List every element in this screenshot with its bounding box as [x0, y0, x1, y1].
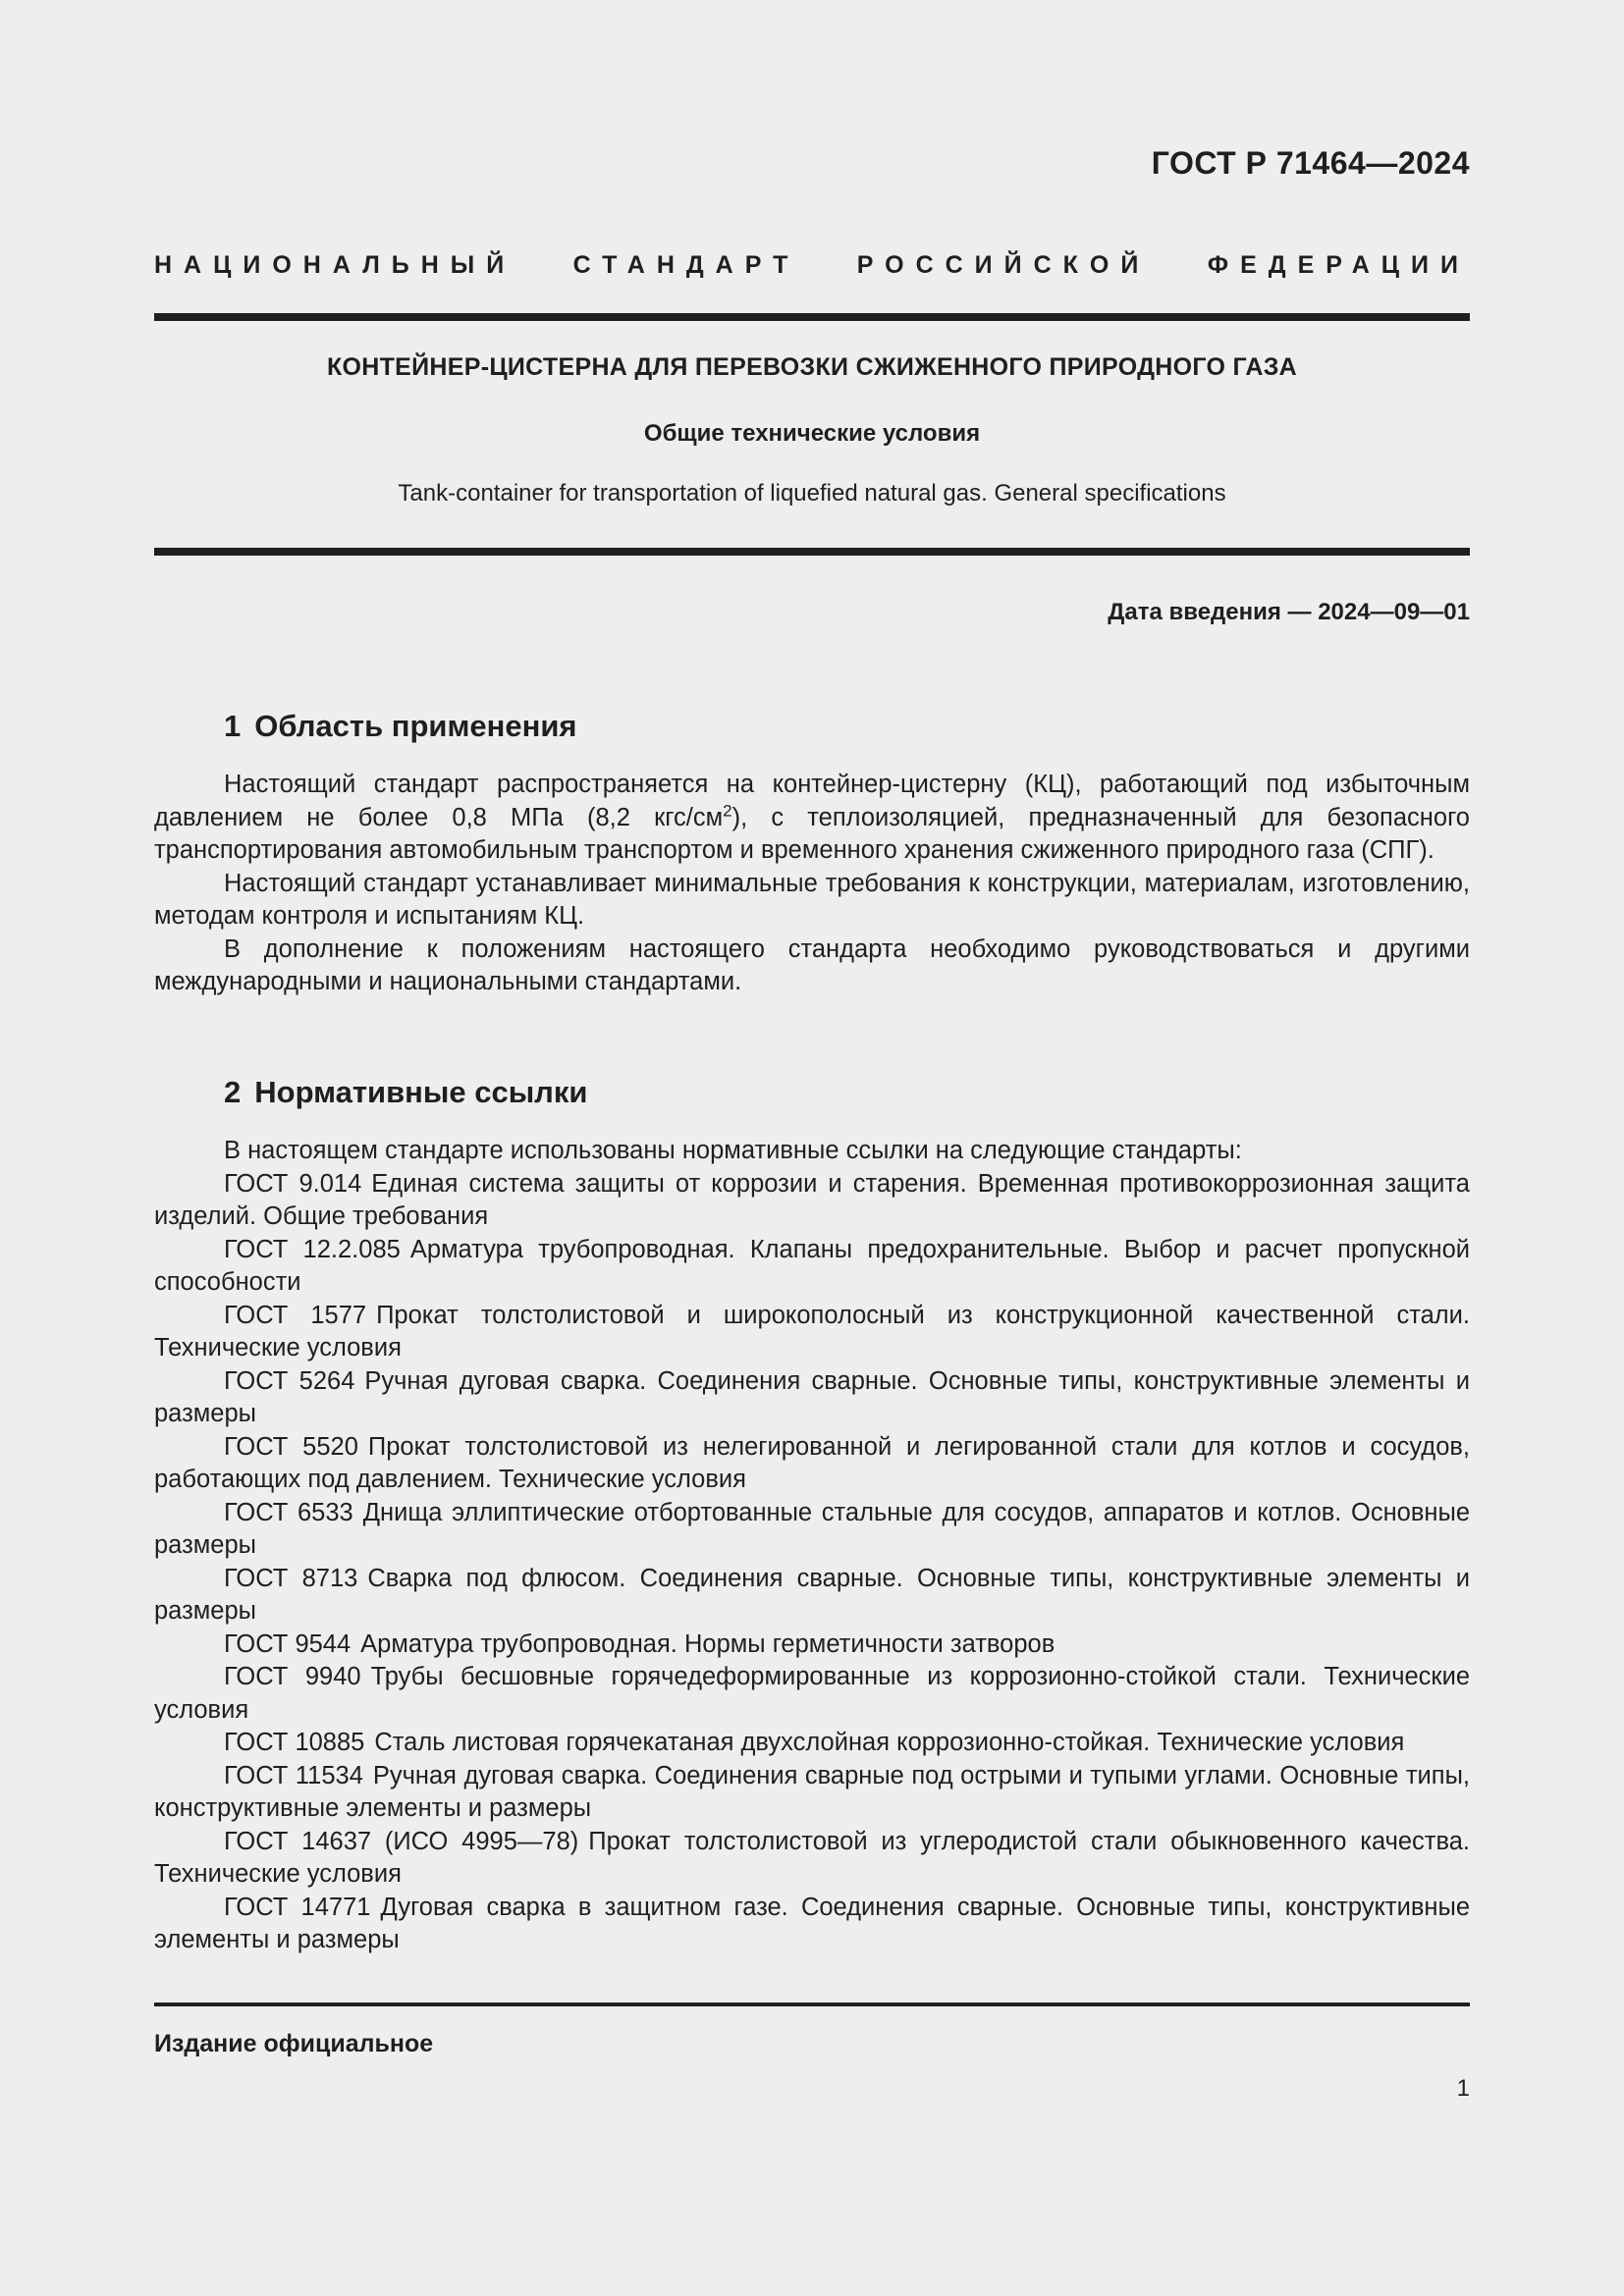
reference-item — [154, 1629, 1470, 1662]
section-1-title: Область применения — [254, 709, 577, 743]
reference-item — [154, 1563, 1470, 1629]
reference-item — [154, 1300, 1470, 1365]
reference-item — [154, 1497, 1470, 1563]
divider-title-bottom — [154, 548, 1470, 556]
national-standard-label: НАЦИОНАЛЬНЫЙ СТАНДАРТ РОССИЙСКОЙ ФЕДЕРАЦИИ — [154, 251, 1470, 279]
reference-title: Днища эллиптические отбортованные стальные для сосудов, аппаратов и котлов. Основные размеры — [154, 1498, 1471, 1559]
section-2-number: 2 — [224, 1075, 242, 1109]
reference-title: Ручная дуговая сварка. Соединения сварные под острыми и тупыми углами. Основные типы, конструктивные элементы и размеры — [154, 1761, 1470, 1822]
reference-title: Дуговая сварка в защитном газе. Соединения сварные. Основные типы, конструктивные элементы и размеры — [154, 1893, 1470, 1953]
section-1-heading — [224, 709, 577, 744]
document-number: ГОСТ Р 71464—2024 — [1151, 145, 1470, 181]
paragraph-text: ), с теплоизоляцией, предназначенный для безопасного транспортирования автомобильным транспортом и временного хранения сжиженного природного газа (СПГ). — [154, 803, 1470, 864]
reference-item — [154, 1431, 1470, 1497]
reference-code: ГОСТ 5520 — [224, 1432, 358, 1461]
reference-item — [154, 1365, 1470, 1431]
section-2-heading — [224, 1075, 587, 1110]
reference-title: Сварка под флюсом. Соединения сварные. Основные типы, конструктивные элементы и размеры — [154, 1564, 1471, 1625]
reference-code: ГОСТ 14637 (ИСО 4995—78) — [224, 1827, 579, 1855]
reference-title: Трубы бесшовные горячедеформированные из коррозионно-стойкой стали. Технические условия — [154, 1663, 1470, 1724]
section-1-paragraph: Настоящий стандарт устанавливает минимальные требования к конструкции, материалам, изготовлению, методам контроля и испытаниям КЦ. — [154, 869, 1470, 930]
introduction-date: Дата введения — 2024—09—01 — [1108, 599, 1470, 625]
paragraph-text: Настоящий стандарт распространяется на контейнер-цистерну (КЦ), работающий под избыточным давлением не более 0,8 МПа (8,2 кгс/см — [154, 771, 1470, 831]
reference-item — [154, 1760, 1470, 1826]
reference-item — [154, 1826, 1470, 1892]
reference-item — [154, 1661, 1470, 1727]
reference-code: ГОСТ 9544 — [224, 1629, 352, 1658]
reference-title: Прокат толстолистовой и широкополосный из конструкционной качественной стали. Технические условия — [154, 1301, 1470, 1362]
section-1-paragraph: В дополнение к положениям настоящего стандарта необходимо руководствоваться и другими международными и национальными стандартами. — [154, 934, 1470, 995]
divider-footer — [154, 2002, 1470, 2006]
reference-code: ГОСТ 5264 — [224, 1366, 355, 1395]
reference-list — [154, 1168, 1470, 1957]
section-1-body — [154, 769, 1470, 999]
reference-title: Арматура трубопроводная. Нормы герметичности затворов — [360, 1629, 1056, 1658]
section-2-title: Нормативные ссылки — [254, 1075, 588, 1109]
reference-title: Прокат толстолистовой из углеродистой стали обыкновенного качества. Технические условия — [154, 1827, 1470, 1888]
reference-item — [154, 1168, 1470, 1234]
reference-code: ГОСТ 8713 — [224, 1564, 358, 1592]
official-edition-label: Издание официальное — [154, 2030, 434, 2057]
reference-title: Ручная дуговая сварка. Соединения сварные. Основные типы, конструктивные элементы и размеры — [154, 1366, 1470, 1427]
reference-item — [154, 1234, 1470, 1300]
superscript: 2 — [723, 801, 732, 820]
reference-code: ГОСТ 10885 — [224, 1729, 365, 1756]
reference-code: ГОСТ 1577 — [224, 1301, 367, 1329]
reference-title: Сталь листовая горячекатаная двухслойная коррозионно-стойкая. Технические условия — [374, 1729, 1405, 1756]
reference-code: ГОСТ 6533 — [224, 1498, 353, 1526]
section-1-number: 1 — [224, 709, 242, 743]
reference-item — [154, 1727, 1470, 1760]
document-subtitle: Общие технические условия — [643, 420, 981, 447]
reference-code: ГОСТ 9940 — [224, 1663, 361, 1690]
reference-item — [154, 1892, 1470, 1957]
reference-code: ГОСТ 11534 — [224, 1761, 363, 1789]
page-number: 1 — [1456, 2075, 1470, 2102]
section-2-intro: В настоящем стандарте использованы нормативные ссылки на следующие стандарты: — [224, 1137, 1242, 1164]
reference-code: ГОСТ 14771 — [224, 1893, 371, 1921]
document-title: КОНТЕЙНЕР-ЦИСТЕРНА ДЛЯ ПЕРЕВОЗКИ СЖИЖЕННОГО ПРИРОДНОГО ГАЗА — [326, 353, 1298, 381]
reference-title: Арматура трубопроводная. Клапаны предохранительные. Выбор и расчет пропускной способности — [154, 1235, 1471, 1296]
section-1-paragraph — [154, 769, 1470, 868]
section-2-body — [154, 1135, 1470, 1957]
english-title: Tank-container for transportation of liquefied natural gas. General specifications — [398, 480, 1226, 507]
reference-code: ГОСТ 9.014 — [224, 1169, 362, 1198]
divider-top — [154, 313, 1470, 321]
reference-title: Единая система защиты от коррозии и старения. Временная противокоррозионная защита изделий. Общие требования — [154, 1169, 1470, 1230]
reference-title: Прокат толстолистовой из нелегированной и легированной стали для котлов и сосудов, работающих под давлением. Технические условия — [154, 1432, 1471, 1493]
reference-code: ГОСТ 12.2.085 — [224, 1235, 401, 1263]
